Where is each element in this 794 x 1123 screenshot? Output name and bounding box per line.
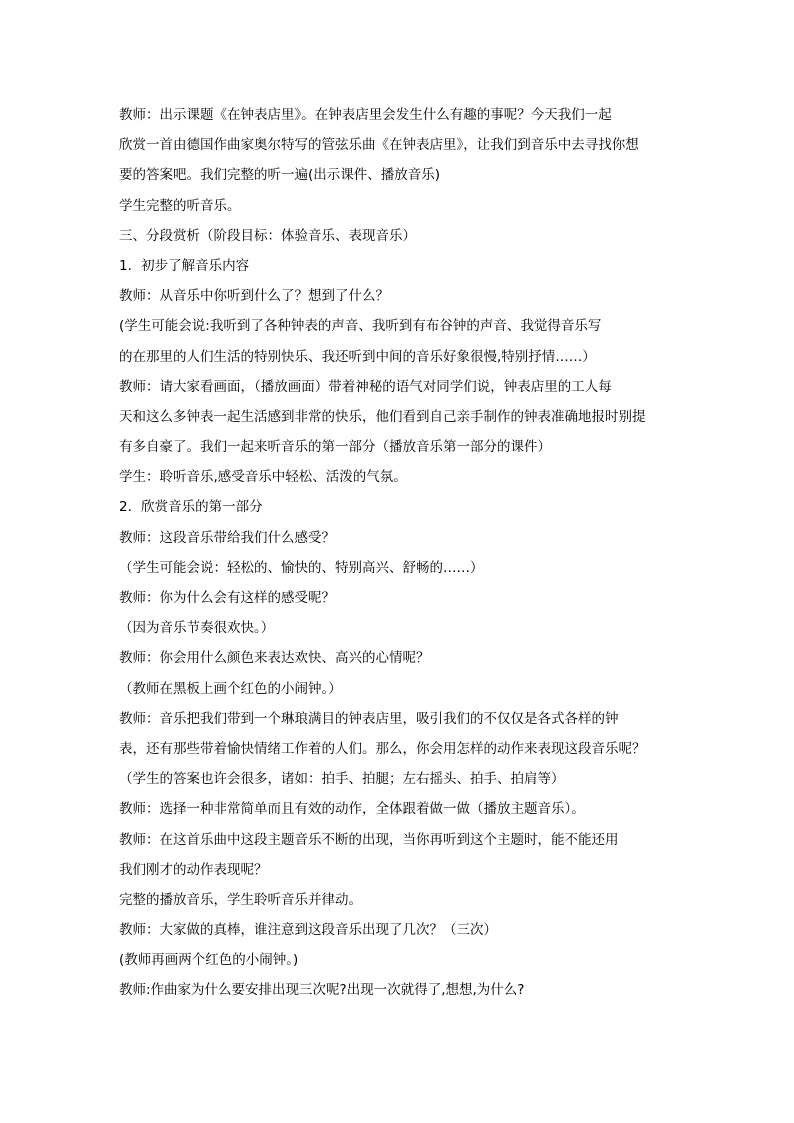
section-heading: 三、分段赏析（阶段目标：体验音乐、表现音乐） — [119, 227, 416, 244]
text-line: 的在那里的人们生活的特别快乐、我还听到中间的音乐好象很慢,特别抒情……） — [119, 348, 596, 365]
text-line: 教师：大家做的真棒，谁注意到这段音乐出现了几次？（三次） — [119, 922, 497, 939]
text-line: 教师:作曲家为什么要安排出现三次呢?出现一次就得了,想想,为什么? — [119, 982, 525, 999]
text-line: 表，还有那些带着愉快情绪工作着的人们。那么，你会用怎样的动作来表现这段音乐呢？ — [119, 740, 646, 757]
text-line: 教师：选择一种非常简单而且有效的动作，全体跟着做一做（播放主题音乐）。 — [119, 801, 585, 818]
text-line: 有多自豪了。我们一起来听音乐的第一部分（播放音乐第一部分的课件） — [119, 439, 551, 456]
document-body — [119, 100, 679, 1006]
text-line: 教师：请大家看画面，（播放画面）带着神秘的语气对同学们说，钟表店里的工人每 — [119, 378, 612, 395]
text-line: 我们刚才的动作表现呢？ — [119, 861, 268, 878]
text-line: 完整的播放音乐，学生聆听音乐并律动。 — [119, 891, 362, 908]
text-line: 教师：你会用什么颜色来表达欢快、高兴的心情呢？ — [119, 650, 430, 667]
text-line: 教师：出示课题《在钟表店里》。在钟表店里会发生什么有趣的事呢？今天我们一起 — [119, 107, 612, 123]
text-line: 欣赏一首由德国作曲家奥尔特写的管弦乐曲《在钟表店里》，让我们到音乐中去寻找你想 — [119, 137, 639, 154]
text-line: 学生：聆听音乐,感受音乐中轻松、活泼的气氛。 — [119, 469, 407, 486]
text-line: （因为音乐节奏很欢快。） — [119, 620, 275, 637]
text-line: (学生可能会说:我听到了各种钟表的声音、我听到有布谷钟的声音、我觉得音乐写 — [119, 318, 602, 335]
text-line: 教师：这段音乐带给我们什么感受？ — [119, 529, 335, 546]
subsection-heading: 2．欣赏音乐的第一部分 — [119, 499, 263, 516]
text-line: （学生的答案也许会很多，诸如：拍手、拍腿；左右摇头、拍手、拍肩等） — [119, 771, 565, 788]
subsection-heading: 1．初步了解音乐内容 — [119, 257, 250, 274]
text-line: 学生完整的听音乐。 — [119, 197, 241, 214]
text-line: 要的答案吧。我们完整的听一遍(出示课件、播放音乐) — [119, 167, 441, 184]
text-line: (教师再画两个红色的小闹钟。) — [119, 952, 299, 969]
text-line: 教师：音乐把我们带到一个琳琅满目的钟表店里，吸引我们的不仅仅是各式各样的钟 — [119, 710, 619, 727]
text-line: 教师：你为什么会有这样的感受呢？ — [119, 590, 335, 606]
text-line: 教师：从音乐中你听到什么了？想到了什么？ — [119, 288, 389, 305]
text-line: 教师：在这首乐曲中这段主题音乐不断的出现，当你再听到这个主题时，能不能还用 — [119, 831, 619, 848]
text-line: （学生可能会说：轻松的、愉快的、特别高兴、舒畅的……） — [119, 559, 484, 576]
text-line: （教师在黑板上画个红色的小闹钟。） — [119, 680, 342, 697]
text-line: 天和这么多钟表一起生活感到非常的快乐，他们看到自己亲手制作的钟表准确地报时别提 — [119, 408, 646, 425]
